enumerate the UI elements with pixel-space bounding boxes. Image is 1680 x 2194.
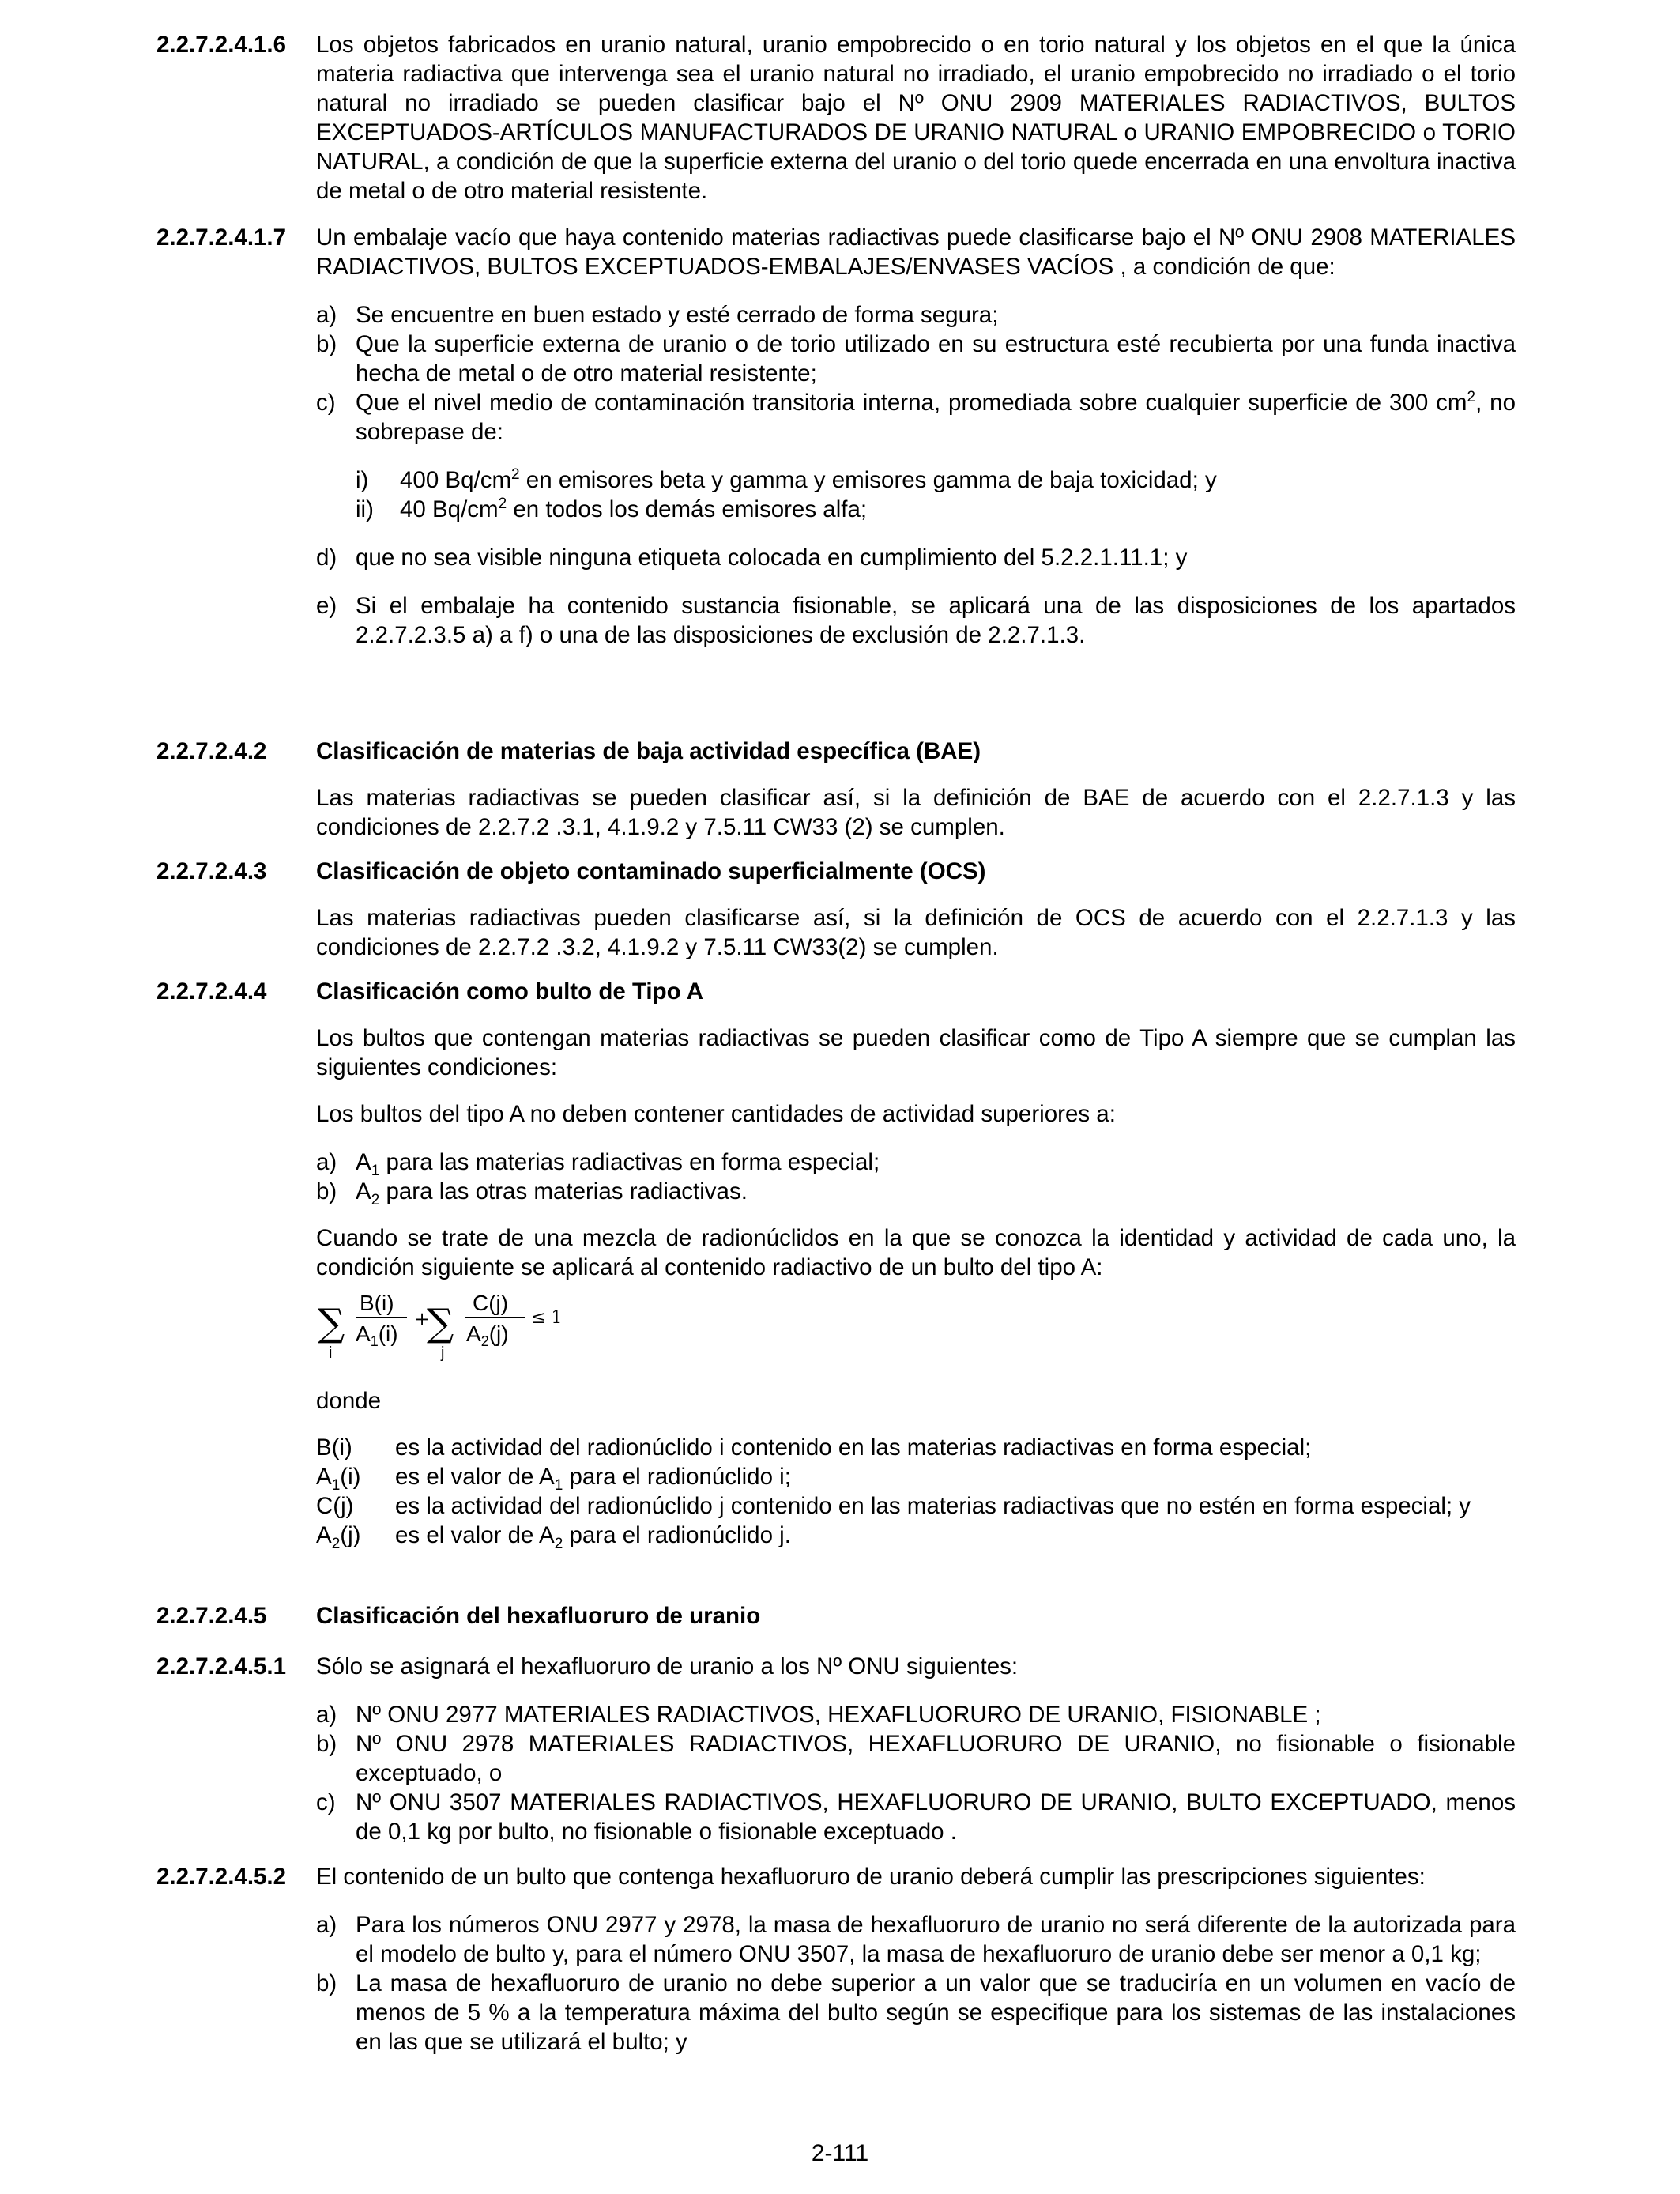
section-2-2-7-2-4-1-6 xyxy=(156,30,1516,205)
sum-index-2: j xyxy=(441,1344,445,1362)
definitions-list xyxy=(316,1433,1516,1550)
list-item xyxy=(316,1700,1516,1729)
item-text: Nº ONU 3507 MATERIALES RADIACTIVOS, HEXAFLUORURO DE URANIO, BULTO EXCEPTUADO, menos de 0,1 kg por bulto, no fisionable o fisionable exceptuado . xyxy=(356,1789,1516,1845)
paragraph: Un embalaje vacío que haya contenido materias radiactivas puede clasificarse bajo el Nº ONU 2908 MATERIALES RADIACTIVOS, BULTOS EXCEPTUADOS-EMBALAJES/ENVASES VACÍOS , a condición de que: xyxy=(316,224,1516,280)
denominator-2: $A_2(j)$ xyxy=(466,1321,509,1349)
paragraph: donde xyxy=(316,1388,382,1414)
item-text: Si el embalaje ha contenido sustancia fisionable, se aplicará una de las disposiciones de los apartados 2.2.7.2.3.5 a) a f) o una de las disposiciones de exclusión de 2.2.7.1.3. xyxy=(356,593,1516,648)
list-item xyxy=(316,1969,1516,2056)
paragraph: Cuando se trate de una mezcla de radionúclidos en la que se conozca la identidad y actividad de cada uno, la condición siguiente se aplicará al contenido radiactivo de un bulto del tipo A: xyxy=(316,1225,1516,1280)
list-item xyxy=(316,300,1516,330)
subscript: 1 xyxy=(554,1476,563,1494)
item-label: b) xyxy=(316,331,337,357)
item-text: Se encuentre en buen estado y esté cerrado de forma segura; xyxy=(356,302,999,328)
definition-text: para el radionúclido j. xyxy=(563,1522,791,1548)
list-item xyxy=(316,388,1516,447)
section-number: 2.2.7.2.4.4 xyxy=(156,978,267,1005)
definition-text: para el radionúclido i; xyxy=(563,1464,791,1490)
section-number: 2.2.7.2.4.3 xyxy=(156,858,267,884)
paragraph: Las materias radiactivas se pueden clasificar así, si la definición de BAE de acuerdo con el 2.2.7.1.3 y las condiciones de 2.2.7.2 .3.1, 4.1.9.2 y 7.5.11 CW33 (2) se cumplen. xyxy=(316,785,1516,840)
superscript: 2 xyxy=(1467,389,1476,406)
sum-formula xyxy=(316,1290,1516,1369)
definition xyxy=(316,1521,1516,1550)
definition-term: B(i) xyxy=(316,1434,352,1461)
definition-term: $A_2(j)$ xyxy=(316,1522,361,1552)
list-item xyxy=(316,330,1516,388)
section-number: 2.2.7.2.4.2 xyxy=(156,738,267,764)
definition-text: es el valor de A xyxy=(395,1464,555,1490)
item-label: b) xyxy=(316,1970,337,1996)
section-number: 2.2.7.2.4.5 xyxy=(156,1603,267,1629)
item-label: d) xyxy=(316,545,337,571)
definition-text: es la actividad del radionúclido i contenido en las materias radiactivas en forma especial; xyxy=(395,1434,1312,1461)
item-label: b) xyxy=(316,1178,337,1204)
item-label: a) xyxy=(316,1702,337,1728)
item-text: Para los números ONU 2977 y 2978, la masa de hexafluoruro de uranio no será diferente de la autorizada para el modelo de bulto y, para el número ONU 3507, la masa de hexafluoruro de uranio debe ser menor a 0,1 kg; xyxy=(356,1912,1516,1967)
numerator-1: B(i) xyxy=(360,1291,394,1315)
item-text: A xyxy=(356,1149,371,1175)
item-text: Nº ONU 2977 MATERIALES RADIACTIVOS, HEXAFLUORURO DE URANIO, FISIONABLE ; xyxy=(356,1702,1321,1728)
item-text: A xyxy=(356,1178,371,1204)
definition-term: $A_1(i)$ xyxy=(316,1464,361,1494)
section-heading: Clasificación del hexafluoruro de uranio xyxy=(316,1603,761,1629)
numerator-2: C(j) xyxy=(473,1291,509,1315)
plus-sign: + xyxy=(414,1308,431,1330)
definition xyxy=(316,1433,1516,1462)
definition-text: es el valor de A xyxy=(395,1522,555,1548)
list-item xyxy=(316,1910,1516,1969)
section-number: 2.2.7.2.4.5.2 xyxy=(156,1864,287,1890)
definition xyxy=(316,1462,1516,1494)
item-label: c) xyxy=(316,390,336,416)
item-label: b) xyxy=(316,1731,337,1757)
item-label: ii) xyxy=(356,496,374,522)
item-text: en emisores beta y gamma y emisores gamma de baja toxicidad; y xyxy=(519,467,1217,493)
section-2-2-7-2-4-5 xyxy=(156,1601,1516,1630)
item-text: Nº ONU 2978 MATERIALES RADIACTIVOS, HEXAFLUORURO DE URANIO, no fisionable o fisionable exceptuado, o xyxy=(356,1731,1516,1786)
list-item xyxy=(316,1177,1516,1206)
section-heading: Clasificación de objeto contaminado superficialmente (OCS) xyxy=(316,858,986,884)
item-text: , no sobrepase de: xyxy=(356,390,1516,445)
paragraph: Sólo se asignará el hexafluoruro de uranio a los Nº ONU siguientes: xyxy=(316,1653,1019,1679)
section-heading: Clasificación como bulto de Tipo A xyxy=(316,978,704,1005)
section-heading: Clasificación de materias de baja actividad específica (BAE) xyxy=(316,738,981,764)
section-2-2-7-2-4-1-7 xyxy=(156,223,1516,650)
section-2-2-7-2-4-5-1 xyxy=(156,1652,1516,1846)
section-number: 2.2.7.2.4.5.1 xyxy=(156,1653,287,1679)
list-item xyxy=(316,543,1516,572)
item-text: para las materias radiactivas en forma especial; xyxy=(379,1149,880,1175)
item-label: c) xyxy=(316,1789,336,1815)
section-2-2-7-2-4-2 xyxy=(156,737,1516,842)
definition xyxy=(316,1491,1516,1521)
list-item xyxy=(316,591,1516,650)
list-item xyxy=(316,1729,1516,1788)
subscript: 2 xyxy=(554,1535,563,1552)
item-label: e) xyxy=(316,593,337,619)
item-text: que no sea visible ninguna etiqueta colocada en cumplimiento del 5.2.2.1.11.1; y xyxy=(356,545,1188,571)
item-text: en todos los demás emisores alfa; xyxy=(507,496,868,522)
section-2-2-7-2-4-3 xyxy=(156,857,1516,962)
page-number: 2-111 xyxy=(811,2140,869,2166)
list-item xyxy=(316,1788,1516,1846)
paragraph: Los bultos del tipo A no deben contener cantidades de actividad superiores a: xyxy=(316,1101,1116,1127)
sub-item xyxy=(316,466,1516,495)
item-label: a) xyxy=(316,302,337,328)
paragraph: Los objetos fabricados en uranio natural, uranio empobrecido o en torio natural y los objetos en el que la única materia radiactiva que intervenga sea el uranio natural no irradiado, el uranio empobrecido no irradiado o el torio natural no irradiado se pueden clasificar bajo el Nº ONU 2909 MATERIALES RADIACTIVOS, BULTOS EXCEPTUADOS-ARTÍCULOS MANUFACTURADOS DE URANIO NATURAL o URANIO EMPOBRECIDO o TORIO NATURAL, a condición de que la superficie externa del uranio o del torio quede encerrada en una envoltura inactiva de metal o de otro material resistente. xyxy=(316,32,1516,204)
denominator-1: $A_1(i)$ xyxy=(356,1321,398,1349)
item-label: i) xyxy=(356,467,369,493)
sum-index-1: i xyxy=(329,1344,333,1362)
relation: ≤ 1 xyxy=(531,1308,563,1328)
item-label: a) xyxy=(316,1912,337,1938)
section-number: 2.2.7.2.4.1.7 xyxy=(156,224,287,251)
summation-symbol-2: ∑ xyxy=(427,1301,454,1345)
paragraph: El contenido de un bulto que contenga hexafluoruro de uranio deberá cumplir las prescripciones siguientes: xyxy=(316,1864,1426,1890)
item-label: a) xyxy=(316,1149,337,1175)
paragraph: Los bultos que contengan materias radiactivas se pueden clasificar como de Tipo A siempre que se cumplan las siguientes condiciones: xyxy=(316,1025,1516,1080)
item-text: La masa de hexafluoruro de uranio no debe superior a un valor que se traduciría en un volumen en vacío de menos de 5 % a la temperatura máxima del bulto según se especifique para los sistemas de las instalaciones en las que se utilizará el bulto; y xyxy=(356,1970,1516,2055)
section-2-2-7-2-4-4 xyxy=(156,977,1516,1550)
paragraph: Las materias radiactivas pueden clasificarse así, si la definición de OCS de acuerdo con el 2.2.7.1.3 y las condiciones de 2.2.7.2 .3.2, 4.1.9.2 y 7.5.11 CW33(2) se cumplen. xyxy=(316,905,1516,960)
summation-symbol-1: ∑ xyxy=(318,1301,345,1345)
sub-item xyxy=(316,495,1516,524)
superscript: 2 xyxy=(498,496,507,513)
item-text: 40 Bq/cm xyxy=(400,496,499,522)
list-item xyxy=(316,1148,1516,1177)
definition-text: es la actividad del radionúclido j contenido en las materias radiactivas que no estén en forma especial; y xyxy=(395,1493,1471,1519)
superscript: 2 xyxy=(511,466,520,484)
subscript: 2 xyxy=(371,1191,380,1208)
section-2-2-7-2-4-5-2 xyxy=(156,1862,1516,2056)
item-text: Que el nivel medio de contaminación transitoria interna, promediada sobre cualquier superficie de 300 cm xyxy=(356,390,1467,416)
definition-term: C(j) xyxy=(316,1493,354,1519)
item-text: para las otras materias radiactivas. xyxy=(379,1178,748,1204)
item-text: Que la superficie externa de uranio o de torio utilizado en su estructura esté recubierta por una funda inactiva hecha de metal o de otro material resistente; xyxy=(356,331,1516,386)
formula-graphic xyxy=(316,1290,577,1369)
section-number: 2.2.7.2.4.1.6 xyxy=(156,32,287,58)
item-text: 400 Bq/cm xyxy=(400,467,512,493)
subscript: 1 xyxy=(371,1162,380,1179)
